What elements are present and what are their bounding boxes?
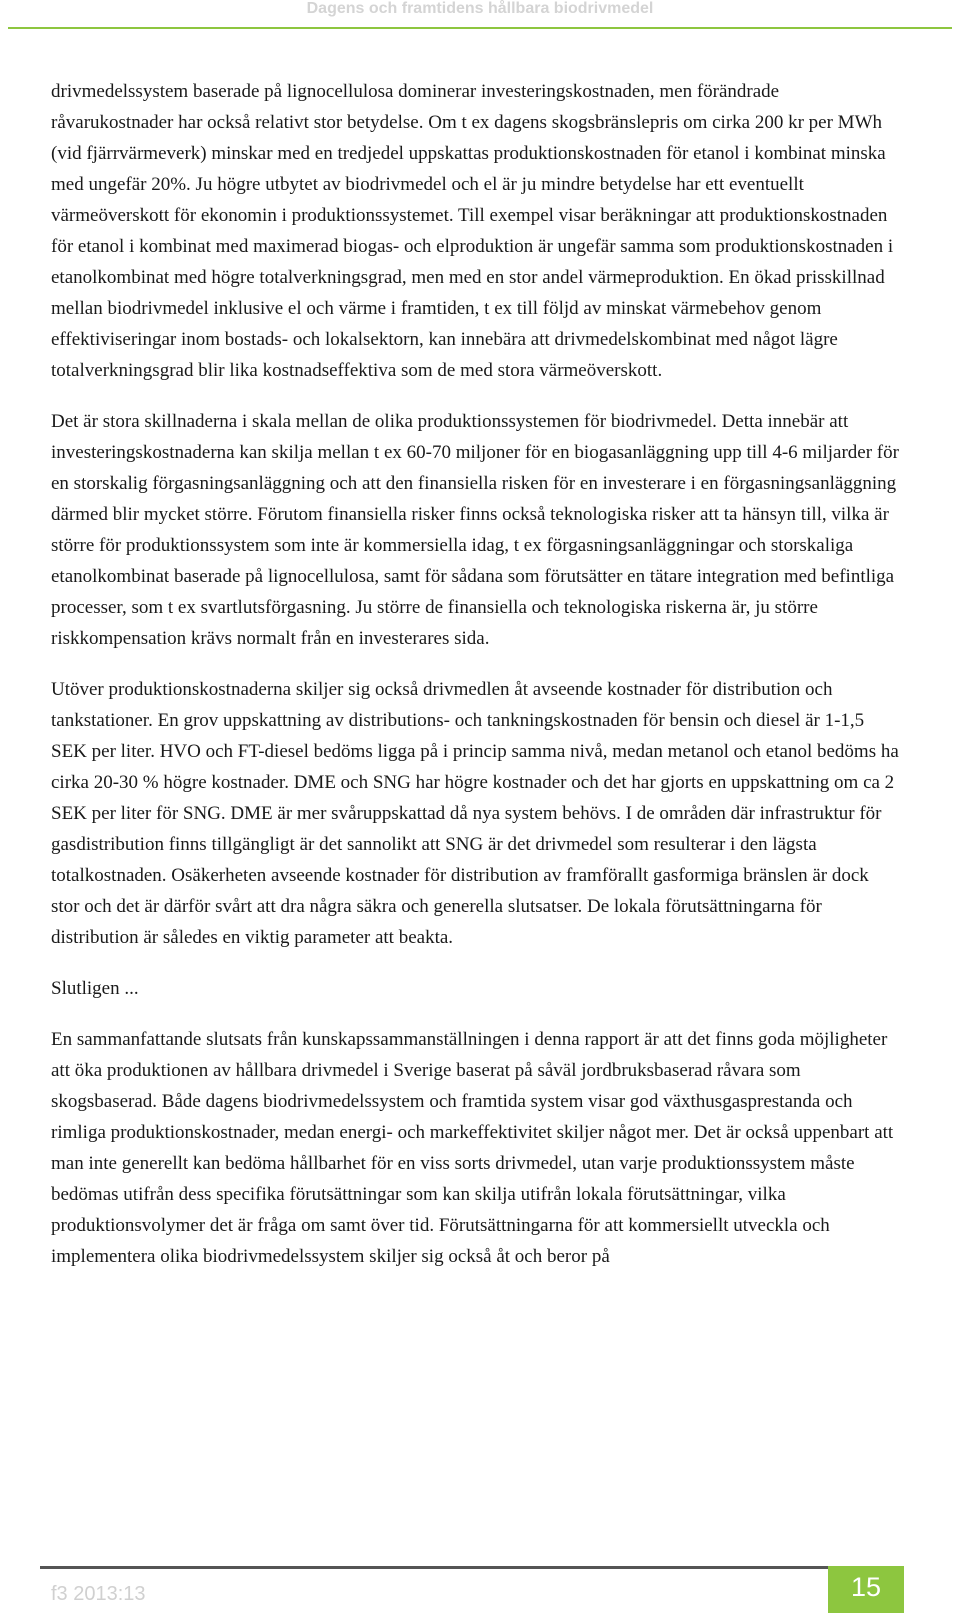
paragraph-cost-drivers: drivmedelssystem baserade på lignocellulosa dominerar investeringskostnaden, men förändrade råvarukostnader har också relativt stor betydelse. Om t ex dagens skogsbränslepris om cirka 200 kr per MWh (vid fjärrvärmeverk) minskar med en tredjedel uppskattas produktionskostnaden för etanol i kombinat minska med ungefär 20%. Ju högre utbytet av biodrivmedel och el är ju mindre betydelse har ett eventuellt värmeöverskott för ekonomin i produktionssystemet. Till exempel visar beräkningar att produktionskostnaden för etanol i kombinat med maximerad biogas- och elproduktion är ungefär samma som produktionskostnaden i etanolkombinat med högre totalverkningsgrad, men med en stor andel värmeproduktion. En ökad prisskillnad mellan biodrivmedel inklusive el och värme i framtiden, t ex till följd av minskat värmebehov genom effektiviseringar inom bostads- och lokalsektorn, kan innebära att drivmedelskombinat med något lägre totalverkningsgrad blir lika kostnadseffektiva som de med stora värmeöverskott. [51, 81, 894, 381]
paragraph-scale-risk: Det är stora skillnaderna i skala mellan de olika produktionssystemen för biodrivmedel. Detta innebär att investeringskostnaderna kan skilja mellan t ex 60-70 miljoner för en biogasanläggning upp till 4-6 miljarder för en storskalig förgasningsanläggning och att den finansiella risken för en investerare i en förgasningsanläggning därmed blir mycket större. Förutom finansiella risker finns också teknologiska risker att ta hänsyn till, vilka är större för produktionssystem som inte är kommersiella idag, t ex förgasningsanläggningar och storskaliga etanolkombinat baserade på lignocellulosa, samt för sådana som förutsätter en tätare integration med befintliga processer, som t ex svartlutsförgasning. Ju större de finansiella och teknologiska riskerna är, ju större riskkompensation krävs normalt från en investerares sida. [51, 411, 899, 649]
footer-divider [40, 1566, 904, 1569]
report-code: f3 2013:13 [51, 1583, 146, 1605]
body-text [51, 76, 899, 1292]
paragraph-finally: Slutligen ... [51, 978, 139, 999]
page-number-box [828, 1566, 904, 1613]
header-divider [8, 27, 952, 29]
paragraph-conclusion: En sammanfattande slutsats från kunskapssammanställningen i denna rapport är att det finns goda möjligheter att öka produktionen av hållbara drivmedel i Sverige baserat på såväl jordbruksbaserad råvara som skogsbaserad. Både dagens biodrivmedelssystem och framtida system visar god växthusgasprestanda och rimliga produktionskostnader, medan energi- och markeffektivitet skiljer något mer. Det är också uppenbart att man inte generellt kan bedöma hållbarhet för en viss sorts drivmedel, utan varje produktionssystem måste bedömas utifrån dess specifika förutsättningar som kan skilja utifrån lokala förutsättningar, vilka produktionsvolymer det är fråga om samt över tid. Förutsättningarna för att kommersiellt utveckla och implementera olika biodrivmedelssystem skiljer sig också åt och beror på [51, 1029, 894, 1267]
page-number: 15 [850, 1572, 882, 1602]
running-header: Dagens och framtidens hållbara biodrivmedel [306, 0, 654, 17]
paragraph-distribution: Utöver produktionskostnaderna skiljer sig också drivmedlen åt avseende kostnader för distribution och tankstationer. En grov uppskattning av distributions- och tankningskostnaden för bensin och diesel är 1-1,5 SEK per liter. HVO och FT-diesel bedöms ligga på i princip samma nivå, medan metanol och etanol bedöms ha cirka 20-30 % högre kostnader. DME och SNG har högre kostnader och det har gjorts en uppskattning om ca 2 SEK per liter för SNG. DME är mer svåruppskattad då nya system behövs. I de områden där infrastruktur för gasdistribution finns tillgängligt är det sannolikt att SNG är det drivmedel som resulterar i den lägsta totalkostnaden. Osäkerheten avseende kostnader för distribution av framförallt gasformiga bränslen är dock stor och det är därför svårt att dra några säkra och generella slutsatser. De lokala förutsättningarna för distribution är således en viktig parameter att beakta. [51, 679, 899, 948]
